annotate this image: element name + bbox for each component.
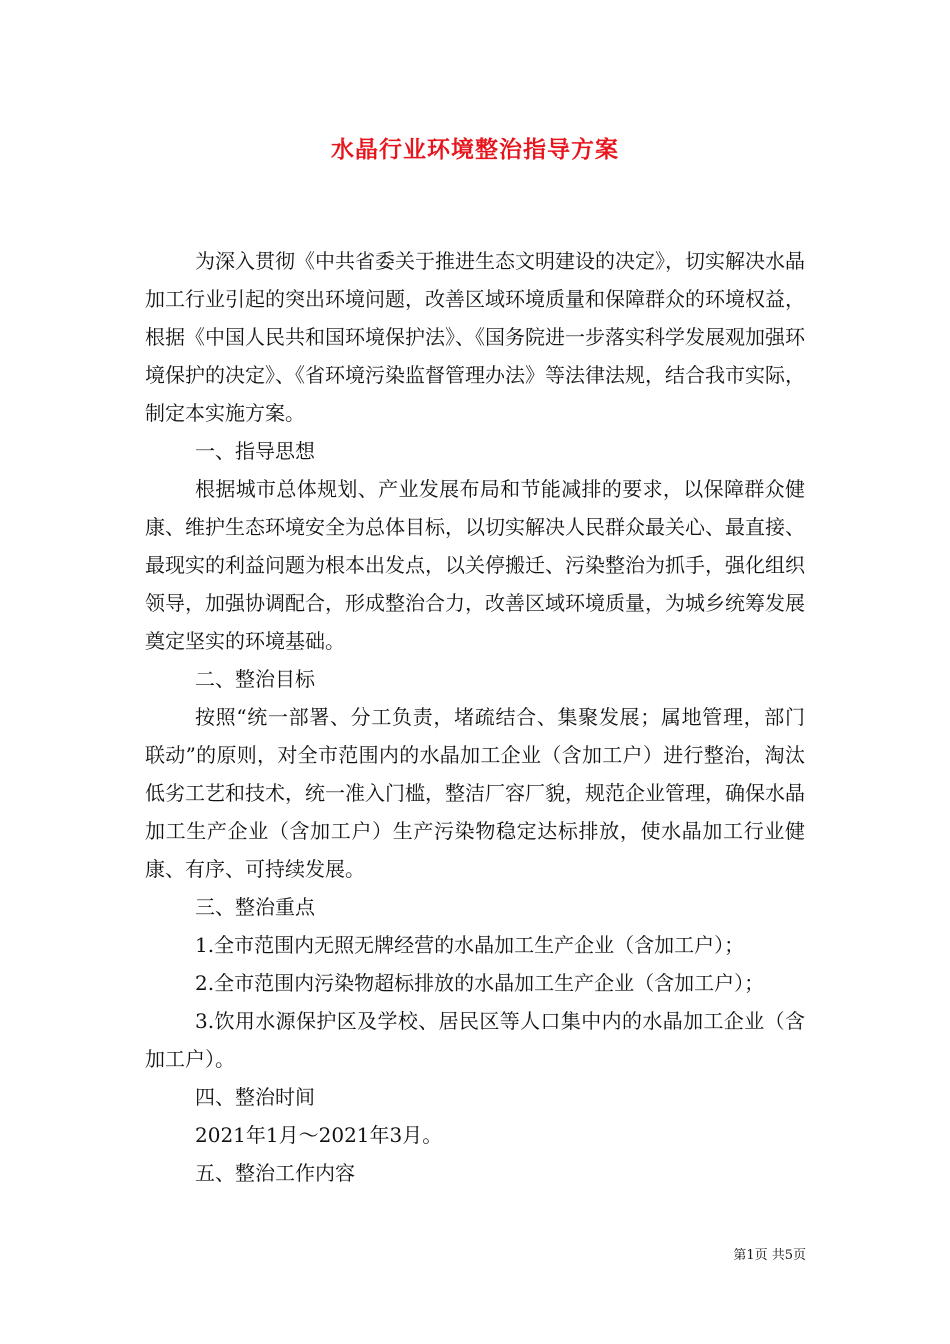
section-heading-key-points: 三、整治重点 [195, 895, 315, 919]
document-title: 水晶行业环境整治指导方案 [331, 136, 619, 163]
intro-paragraph: 为深入贯彻《中共省委关于推进生态文明建设的决定》，切实解决水晶加工行业引起的突出环境问题，改善区域环境质量和保障群众的环境权益，根据《中国人民共和国环境保护法》、《国务院进一步落实科学发展观加强环境保护的决定》、《省环境污染监督管理办法》等法律法规，结合我市实际，制定本实施方案。 [145, 249, 805, 425]
targets-paragraph: 按照“统一部署、分工负责，堵疏结合、集聚发展；属地管理，部门联动”的原则，对全市范围内的水晶加工企业（含加工户）进行整治，淘汰低劣工艺和技术，统一准入门槛，整洁厂容厂貌，规范企业管理，确保水晶加工生产企业（含加工户）生产污染物稳定达标排放，使水晶加工行业健康、有序、可持续发展。 [145, 705, 805, 881]
section-heading-work-content: 五、整治工作内容 [195, 1161, 355, 1185]
page-indicator: 第1页 共5页 [733, 1248, 806, 1263]
guiding-ideology-paragraph: 根据城市总体规划、产业发展布局和节能减排的要求，以保障群众健康、维护生态环境安全为总体目标，以切实解决人民群众最关心、最直接、最现实的利益问题为根本出发点，以关停搬迁、污染整治为抓手，强化组织领导，加强协调配合，形成整治合力，改善区域环境质量，为城乡统筹发展奠定坚实的环境基础。 [145, 477, 805, 653]
key-point-item-3: 3.饮用水源保护区及学校、居民区等人口集中内的水晶加工企业（含加工户）。 [145, 1009, 805, 1071]
key-point-item-2: 2.全市范围内污染物超标排放的水晶加工生产企业（含加工户）； [195, 971, 765, 995]
key-point-item-1: 1.全市范围内无照无牌经营的水晶加工生产企业（含加工户）； [195, 933, 745, 957]
time-paragraph: 2021年1月～2021年3月。 [195, 1123, 443, 1147]
section-heading-guiding-ideology: 一、指导思想 [195, 439, 315, 463]
section-heading-time: 四、整治时间 [195, 1085, 315, 1109]
section-heading-targets: 二、整治目标 [195, 667, 315, 691]
document-body [145, 242, 805, 1192]
